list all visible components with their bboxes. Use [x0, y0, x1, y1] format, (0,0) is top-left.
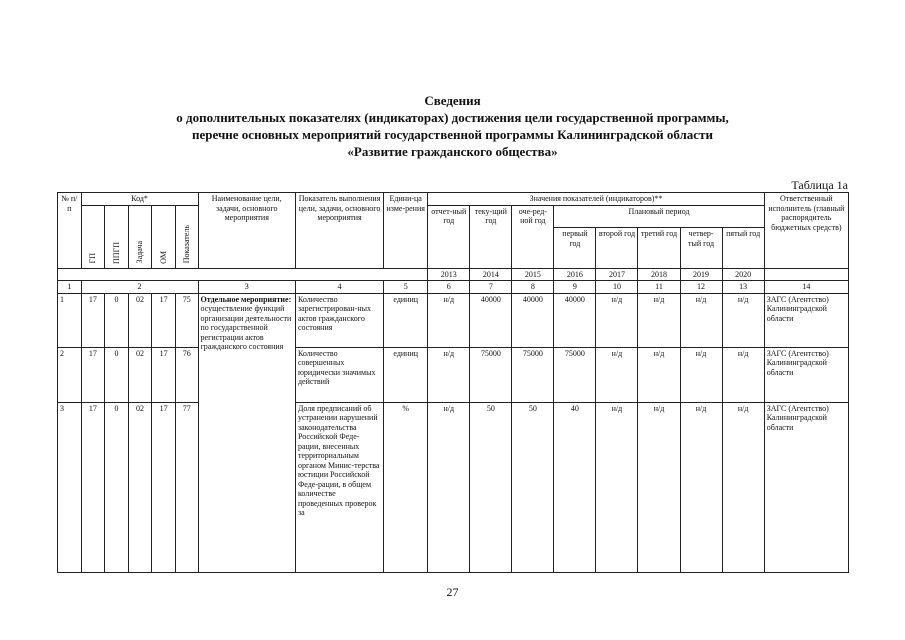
- value-cell: 75000: [512, 347, 554, 402]
- value-cell: 75000: [554, 347, 596, 402]
- year-cell: 2015: [512, 268, 554, 281]
- col-number: 4: [295, 281, 383, 294]
- code-indicator: 76: [175, 347, 198, 402]
- table-row: [58, 347, 849, 402]
- header-name: Наименование цели, задачи, основного мероприятия: [198, 193, 295, 269]
- value-cell: н/д: [638, 293, 680, 347]
- header-num: № п/п: [58, 193, 82, 269]
- code-gp: 17: [81, 347, 105, 402]
- value-cell: н/д: [596, 402, 638, 572]
- value-cell: н/д: [680, 293, 722, 347]
- responsible-cell: ЗАГС (Агентство) Калининградской области: [764, 402, 848, 572]
- header-unit: Едини-ца изме-рения: [384, 193, 428, 269]
- col-number: 14: [764, 281, 848, 294]
- header-current-year: теку-щий год: [470, 205, 512, 268]
- value-cell: н/д: [596, 293, 638, 347]
- title-line-3: перечне основных мероприятий государственной программы Калининградской области: [192, 127, 713, 142]
- code-gp: 17: [81, 293, 105, 347]
- header-row-1: [58, 193, 849, 206]
- indicator-cell: Количество зарегистрирован-ных актов гражданского состояния: [295, 293, 383, 347]
- value-cell: 40000: [470, 293, 512, 347]
- code-indicator: 75: [175, 293, 198, 347]
- year-cell: 2013: [428, 268, 470, 281]
- header-row-2: [58, 205, 849, 228]
- row-num: 1: [58, 293, 82, 347]
- header-second-year: второй год: [596, 228, 638, 268]
- value-cell: 40000: [554, 293, 596, 347]
- value-cell: н/д: [428, 293, 470, 347]
- header-next-year: оче-ред-ной год: [512, 205, 554, 268]
- table-row: [58, 402, 849, 572]
- code-gp: 17: [81, 402, 105, 572]
- code-ppgp: 0: [105, 402, 129, 572]
- name-text-cont: государственной регистрации актов гражданского состояния: [200, 323, 284, 351]
- name-text: осуществление функций организации деятельности по: [200, 304, 292, 332]
- page-number: 27: [446, 585, 459, 599]
- code-task: 02: [128, 293, 152, 347]
- header-responsible: Ответственный исполнитель (главный распорядитель бюджетных средств): [764, 193, 848, 269]
- table-label: Таблица 1а: [791, 178, 848, 192]
- header-code-indicator: Показатель: [175, 205, 198, 268]
- header-values: Значения показателей (индикаторов)**: [428, 193, 764, 206]
- title-line-1: Сведения: [424, 93, 481, 108]
- year-cell: 2016: [554, 268, 596, 281]
- col-number: 3: [198, 281, 295, 294]
- indicator-cell: Количество совершенных юридически значимых действий: [295, 347, 383, 402]
- code-om: 17: [152, 402, 176, 572]
- header-code-om: ОМ: [152, 205, 176, 268]
- year-cell: 2019: [680, 268, 722, 281]
- name-bold: Отдельное мероприятие:: [200, 294, 292, 304]
- code-om: 17: [152, 347, 176, 402]
- header-plan-period: Плановый период: [554, 205, 764, 228]
- value-cell: н/д: [428, 402, 470, 572]
- responsible-cell: ЗАГС (Агентство) Калининградской области: [764, 293, 848, 347]
- title-line-2: о дополнительных показателях (индикаторах) достижения цели государственной программы,: [176, 110, 729, 125]
- name-cell: [198, 293, 295, 572]
- value-cell: н/д: [722, 402, 764, 572]
- value-cell: 40000: [512, 293, 554, 347]
- row-num: 3: [58, 402, 82, 572]
- col-number: 6: [428, 281, 470, 294]
- col-number: 1: [58, 281, 82, 294]
- value-cell: 75000: [470, 347, 512, 402]
- year-cell: 2017: [596, 268, 638, 281]
- value-cell: н/д: [638, 402, 680, 572]
- header-report-year: отчет-ный год: [428, 205, 470, 268]
- year-cell: 2018: [638, 268, 680, 281]
- value-cell: н/д: [638, 347, 680, 402]
- column-number-row: [58, 281, 849, 294]
- title-line-4: «Развитие гражданского общества»: [347, 144, 558, 159]
- header-years-row: [58, 268, 849, 281]
- code-task: 02: [128, 347, 152, 402]
- col-number: 11: [638, 281, 680, 294]
- year-cell: 2014: [470, 268, 512, 281]
- row-num: 2: [58, 347, 82, 402]
- header-code-gp: ГП: [81, 205, 105, 268]
- responsible-cell: ЗАГС (Агентство) Калининградской области: [764, 347, 848, 402]
- code-task: 02: [128, 402, 152, 572]
- value-cell: 40: [554, 402, 596, 572]
- col-number: 9: [554, 281, 596, 294]
- col-number: 8: [512, 281, 554, 294]
- col-number: 7: [470, 281, 512, 294]
- code-indicator: 77: [175, 402, 198, 572]
- header-indicator: Показатель выполнения цели, задачи, основного мероприятия: [295, 193, 383, 269]
- unit-cell: единиц: [384, 293, 428, 347]
- value-cell: н/д: [680, 402, 722, 572]
- year-cell: 2020: [722, 268, 764, 281]
- value-cell: н/д: [680, 347, 722, 402]
- header-code-ppgp: ППГП: [105, 205, 129, 268]
- unit-cell: единиц: [384, 347, 428, 402]
- indicators-table: [57, 192, 849, 573]
- header-first-year: первый год: [554, 228, 596, 268]
- value-cell: н/д: [722, 347, 764, 402]
- unit-cell: %: [384, 402, 428, 572]
- header-fifth-year: пятый год: [722, 228, 764, 268]
- code-ppgp: 0: [105, 293, 129, 347]
- col-number: 5: [384, 281, 428, 294]
- code-om: 17: [152, 293, 176, 347]
- document-title: [0, 92, 905, 160]
- col-number: 12: [680, 281, 722, 294]
- header-code: Код*: [81, 193, 198, 206]
- value-cell: н/д: [596, 347, 638, 402]
- value-cell: н/д: [722, 293, 764, 347]
- header-fourth-year: четвер-тый год: [680, 228, 722, 268]
- value-cell: 50: [512, 402, 554, 572]
- table-row: [58, 293, 849, 347]
- header-third-year: третий год: [638, 228, 680, 268]
- header-code-task: Задача: [128, 205, 152, 268]
- col-number: 10: [596, 281, 638, 294]
- col-number: 13: [722, 281, 764, 294]
- value-cell: 50: [470, 402, 512, 572]
- indicator-cell: Доля предписаний об устранении нарушений законодательства Российской Феде-рации, внесенных территориальным органом Минис-терства юстиции Российской Феде-рации, в общем количестве проведенных проверок за: [295, 402, 383, 572]
- value-cell: н/д: [428, 347, 470, 402]
- col-number: 2: [81, 281, 198, 294]
- code-ppgp: 0: [105, 347, 129, 402]
